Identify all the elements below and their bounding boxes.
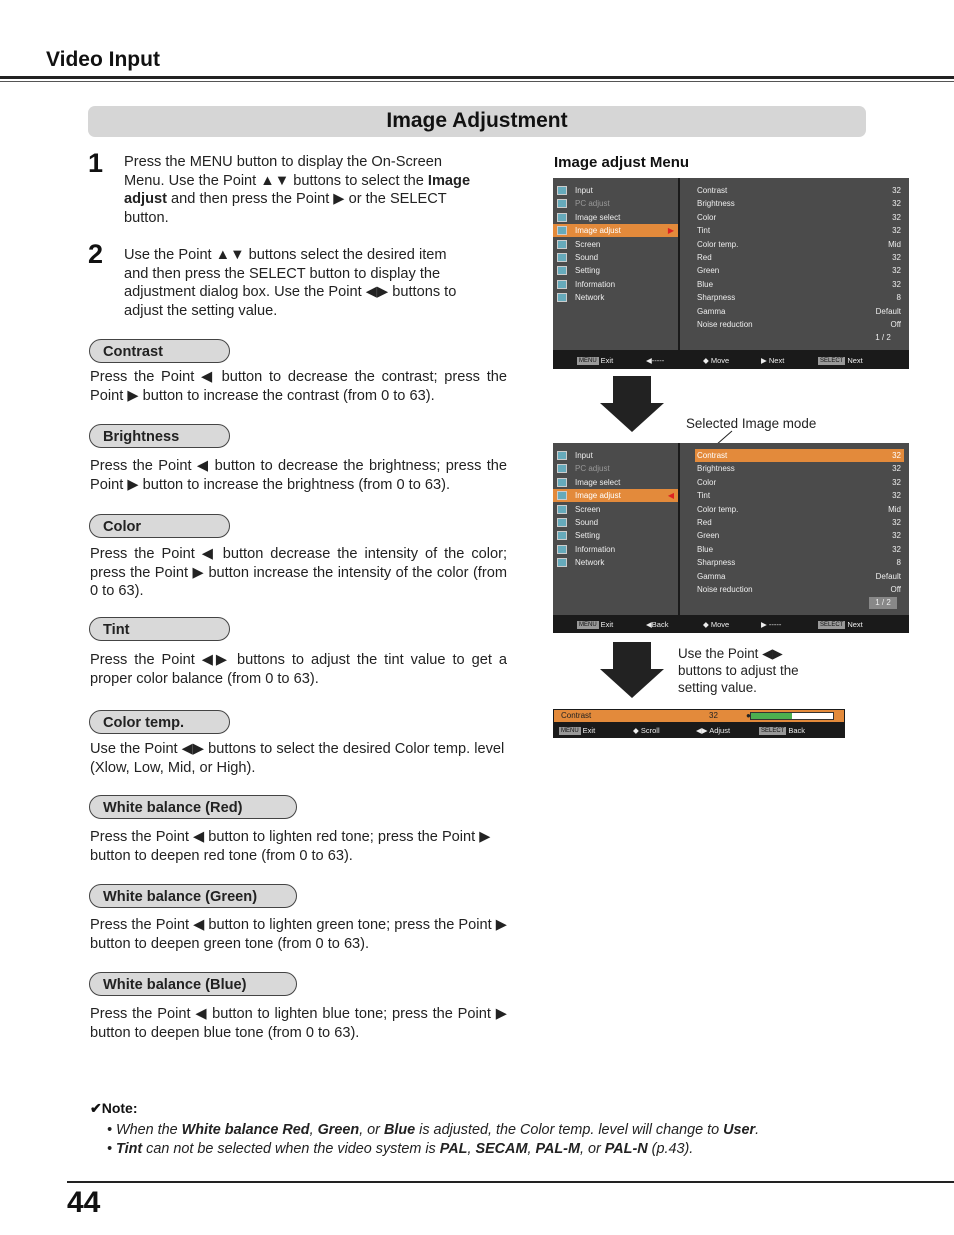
osd-right-item (695, 529, 904, 542)
osd-right-item-label: Tint (697, 226, 711, 236)
dialog-bar-adjust: ◀▶ Adjust (696, 726, 731, 735)
menu-item-icon (557, 451, 567, 460)
adjust-caption-line: buttons to adjust the (678, 663, 799, 678)
osd-right-item (695, 251, 904, 264)
osd-left-item (553, 251, 678, 264)
osd-right-item (695, 449, 904, 462)
contrast-label: Contrast (89, 339, 230, 363)
osd-right-item-value: 32 (892, 464, 901, 474)
osd-right-item (695, 570, 904, 583)
osd-right-item-label: Green (697, 266, 720, 276)
osd-right-item-value: Default (875, 306, 901, 316)
step-1-line: Press the MENU button to display the On-Screen (124, 154, 442, 170)
menu-item-icon (557, 464, 567, 473)
osd-left-item (553, 224, 678, 237)
osd-bar-move: ◆ Move (703, 620, 730, 629)
osd-left-panel (553, 178, 678, 350)
osd-right-item (695, 503, 904, 516)
contrast-description: Press the Point ◀ button to decrease the contrast; press the Point ▶ button to increase the contrast (from 0 to 63). (90, 369, 507, 404)
osd-left-item (553, 462, 678, 475)
osd-right-item (695, 556, 904, 569)
osd-right-item-value: Default (875, 571, 901, 581)
osd-right-item (695, 462, 904, 475)
osd-left-item (553, 543, 678, 556)
osd-left-item-label: Sound (575, 518, 599, 527)
osd-right-item-value: 32 (892, 253, 901, 262)
osd-right-item (695, 278, 904, 291)
menu-item-icon (557, 505, 567, 514)
osd-right-item-label: Contrast (697, 451, 728, 460)
step-1-line: adjust and then press the Point ▶ or the SELECT (124, 191, 447, 207)
menu-item-icon (557, 186, 567, 195)
osd-right-item-value: 32 (892, 451, 901, 460)
osd-right-item (695, 476, 904, 489)
osd-left-panel (553, 443, 678, 615)
osd-bar-select: SELECT Next (820, 356, 863, 365)
white-balance-red-description: Press the Point ◀ button to lighten red tone; press the Point ▶ button to deepen red tone (from 0 to 63). (90, 829, 491, 864)
osd-page-indicator: 1 / 2 (869, 597, 897, 609)
osd-right-item-label: Blue (697, 279, 714, 289)
osd-bottom-bar (553, 618, 909, 632)
adjust-dialog-row (554, 710, 844, 722)
footer-rule (67, 1181, 954, 1183)
adjust-caption-line: Use the Point ◀▶ (678, 646, 783, 661)
osd-right-item (695, 543, 904, 556)
menu-item-icon (557, 253, 567, 262)
osd-right-item (695, 305, 904, 318)
osd-bar-exit: MENU Exit (579, 356, 614, 365)
color-temp-label: Color temp. (89, 710, 230, 734)
osd-right-item-label: Noise reduction (697, 585, 753, 594)
color-description: Press the Point ◀ button decrease the intensity of the color; press the Point ▶ button increase the intensity of the color (from 0 to 63). (90, 546, 507, 599)
menu-item-icon (557, 518, 567, 527)
adjust-caption (678, 645, 828, 696)
arrow-left-icon: ◀ (667, 491, 674, 501)
header-rule (0, 76, 954, 79)
osd-right-item-label: Gamma (697, 571, 726, 581)
tint-label: Tint (89, 617, 230, 641)
adjust-dialog-value: 32 (709, 711, 718, 720)
step-1-number: 1 (88, 148, 104, 178)
menu-item-icon (557, 545, 567, 554)
osd-right-item-value: 32 (892, 491, 901, 501)
osd-left-item (553, 211, 678, 224)
osd-bar-exit: MENU Exit (579, 620, 614, 629)
adjust-dialog-bar (553, 723, 845, 738)
dialog-bar-scroll: ◆ Scroll (633, 726, 660, 735)
menu-item-icon (557, 491, 567, 500)
osd-menu-screenshot-2 (553, 443, 909, 633)
osd-left-item-label: Image select (575, 212, 621, 222)
page-banner: Image Adjustment (88, 106, 866, 137)
step-2-line: adjust the setting value. (124, 302, 278, 319)
step-2-line: and then press the SELECT button to display the (124, 265, 441, 282)
osd-menu-screenshot-1 (553, 178, 909, 369)
osd-right-item-label: Color temp. (697, 239, 739, 249)
osd-right-item-label: Noise reduction (697, 320, 753, 329)
osd-left-item (553, 264, 678, 277)
osd-left-item-label: Screen (575, 504, 601, 514)
osd-right-item-value: 32 (892, 279, 901, 289)
osd-left-item-label: Input (575, 186, 593, 195)
osd-right-item (695, 291, 904, 304)
adjust-slider-track (750, 712, 834, 720)
menu-item-icon (557, 199, 567, 208)
osd-right-panel (680, 443, 909, 615)
osd-left-item (553, 476, 678, 489)
osd-right-item (695, 238, 904, 251)
osd-left-item (553, 503, 678, 516)
osd-bar-move: ◆ Move (703, 356, 730, 365)
osd-left-item (553, 197, 678, 210)
osd-right-item-label: Color temp. (697, 504, 739, 514)
osd-right-item-value: 32 (892, 226, 901, 236)
osd-left-item-label: PC adjust (575, 464, 610, 474)
white-balance-green-label: White balance (Green) (89, 884, 297, 908)
osd-page-indicator: 1 / 2 (875, 333, 891, 343)
osd-right-item-label: Red (697, 253, 712, 262)
osd-right-item-label: Sharpness (697, 558, 736, 568)
menu-item-icon (557, 266, 567, 275)
osd-left-item-label: Setting (575, 531, 600, 541)
osd-left-item-label: Input (575, 451, 593, 460)
osd-bar-back: ◀Back (646, 620, 669, 629)
osd-right-item (695, 211, 904, 224)
step-2-line: Use the Point ▲▼ buttons select the desired item (124, 247, 447, 263)
osd-left-item-label: Screen (575, 239, 601, 249)
step-2-line: adjustment dialog box. Use the Point ◀▶ buttons to (124, 284, 457, 300)
osd-right-item-label: Color (697, 477, 717, 487)
osd-left-item-label: Information (575, 544, 616, 554)
header-rule-thin (0, 81, 954, 82)
osd-right-item-label: Red (697, 518, 712, 527)
osd-right-item-label: Sharpness (697, 293, 736, 303)
osd-bottom-bar (553, 354, 909, 368)
osd-left-item-label: Network (575, 293, 605, 303)
step-2-text (124, 246, 504, 320)
menu-item-icon (557, 531, 567, 540)
note-line-2: • Tint can not be selected when the video system is PAL, SECAM, PAL-M, or PAL-N (p.43). (107, 1141, 694, 1157)
osd-right-item-value: Mid (888, 239, 901, 249)
down-arrow-1 (600, 376, 664, 432)
osd-right-item-label: Brightness (697, 464, 735, 474)
osd-right-item-label: Brightness (697, 199, 735, 209)
osd-right-item (695, 516, 904, 529)
osd-right-item-label: Green (697, 531, 720, 541)
note-title: ✔Note: (90, 1100, 138, 1116)
osd-right-item-label: Tint (697, 491, 711, 501)
osd-left-item (553, 184, 678, 197)
osd-right-item-value: Off (890, 585, 901, 594)
osd-right-item (695, 489, 904, 502)
section-title: Video Input (46, 48, 160, 71)
osd-right-item-value: 32 (892, 199, 901, 209)
osd-right-item-label: Color (697, 212, 717, 222)
dialog-bar-back: SELECT Back (761, 726, 806, 735)
adjust-caption-line: setting value. (678, 680, 757, 695)
slider-knob-icon: ● (746, 711, 751, 720)
menu-item-icon (557, 478, 567, 487)
osd-left-item-label: Network (575, 558, 605, 568)
osd-bar-select: SELECT Next (820, 620, 863, 629)
osd-right-item (695, 184, 904, 197)
step-1-text (124, 153, 504, 227)
adjust-dialog-label: Contrast (561, 711, 592, 720)
color-label: Color (89, 514, 230, 538)
osd-right-item-value: 32 (892, 266, 901, 276)
color-temp-description: Use the Point ◀▶ buttons to select the desired Color temp. level (Xlow, Low, Mid, or High). (90, 741, 505, 776)
osd-right-item (695, 224, 904, 237)
osd-left-item-label: Image adjust (575, 491, 621, 501)
osd-right-item-value: 32 (892, 531, 901, 541)
osd-left-item-label: PC adjust (575, 199, 610, 209)
osd-right-item (695, 264, 904, 277)
osd-right-item-label: Blue (697, 544, 714, 554)
osd-left-item (553, 516, 678, 529)
osd-left-item-label: Setting (575, 266, 600, 276)
white-balance-blue-description: Press the Point ◀ button to lighten blue tone; press the Point ▶ button to deepen blue tone (from 0 to 63). (90, 1006, 507, 1041)
brightness-label: Brightness (89, 424, 230, 448)
osd-right-item (695, 197, 904, 210)
osd-bar-right: ▶ Next (761, 356, 785, 365)
osd-left-item (553, 278, 678, 291)
osd-left-item (553, 238, 678, 251)
menu-item-icon (557, 226, 567, 235)
osd-right-panel (680, 178, 909, 350)
menu-item-icon (557, 280, 567, 289)
osd-left-item (553, 449, 678, 462)
osd-right-item-value: Mid (888, 504, 901, 514)
selected-image-mode-caption: Selected Image mode (686, 416, 817, 431)
step-1-line: Menu. Use the Point ▲▼ buttons to select the Image (124, 172, 471, 189)
osd-right-item-value: 32 (892, 544, 901, 554)
osd-left-item (553, 529, 678, 542)
page-number: 44 (67, 1186, 101, 1219)
menu-item-icon (557, 240, 567, 249)
osd-left-item-label: Sound (575, 253, 599, 262)
osd-right-item-value: 32 (892, 518, 901, 527)
menu-item-icon (557, 558, 567, 567)
arrow-right-icon: ▶ (667, 226, 674, 236)
white-balance-red-label: White balance (Red) (89, 795, 297, 819)
dialog-bar-exit: MENU Exit (561, 726, 596, 735)
white-balance-blue-label: White balance (Blue) (89, 972, 297, 996)
osd-left-item (553, 291, 678, 304)
osd-right-item-label: Contrast (697, 186, 728, 195)
osd-right-item-value: 32 (892, 212, 901, 222)
osd-left-item (553, 556, 678, 569)
step-1-line: button. (124, 209, 169, 226)
osd-right-item (695, 318, 904, 331)
osd-right-item-label: Gamma (697, 306, 726, 316)
osd-right-item (695, 583, 904, 596)
menu-item-icon (557, 213, 567, 222)
osd-right-item-value: 8 (896, 293, 901, 303)
osd-right-item-value: 32 (892, 477, 901, 487)
osd-left-item-label: Image select (575, 477, 621, 487)
menu-caption: Image adjust Menu (554, 154, 690, 171)
osd-left-item-label: Image adjust (575, 226, 621, 236)
white-balance-green-description: Press the Point ◀ button to lighten green tone; press the Point ▶ button to deepen green tone (from 0 to 63). (90, 917, 507, 952)
adjust-dialog (553, 709, 845, 738)
brightness-description: Press the Point ◀ button to decrease the brightness; press the Point ▶ button to increase the brightness (from 0 to 63). (90, 458, 507, 493)
note-line-1: • When the White balance Red, Green, or Blue is adjusted, the Color temp. level will change to User. (107, 1122, 760, 1138)
osd-right-item-value: Off (890, 320, 901, 329)
osd-left-item-label: Information (575, 279, 616, 289)
adjust-slider-fill (751, 713, 792, 719)
osd-right-item-value: 32 (892, 186, 901, 195)
osd-left-item (553, 489, 678, 502)
osd-right-item-value: 8 (896, 558, 901, 568)
osd-bar-left: ◀----- (646, 356, 665, 365)
down-arrow-2 (600, 642, 664, 698)
osd-bar-right: ▶ ----- (761, 620, 782, 629)
tint-description: Press the Point ◀▶ buttons to adjust the tint value to get a proper color balance (from 0 to 63). (90, 652, 507, 687)
menu-item-icon (557, 293, 567, 302)
step-2-number: 2 (88, 239, 104, 269)
